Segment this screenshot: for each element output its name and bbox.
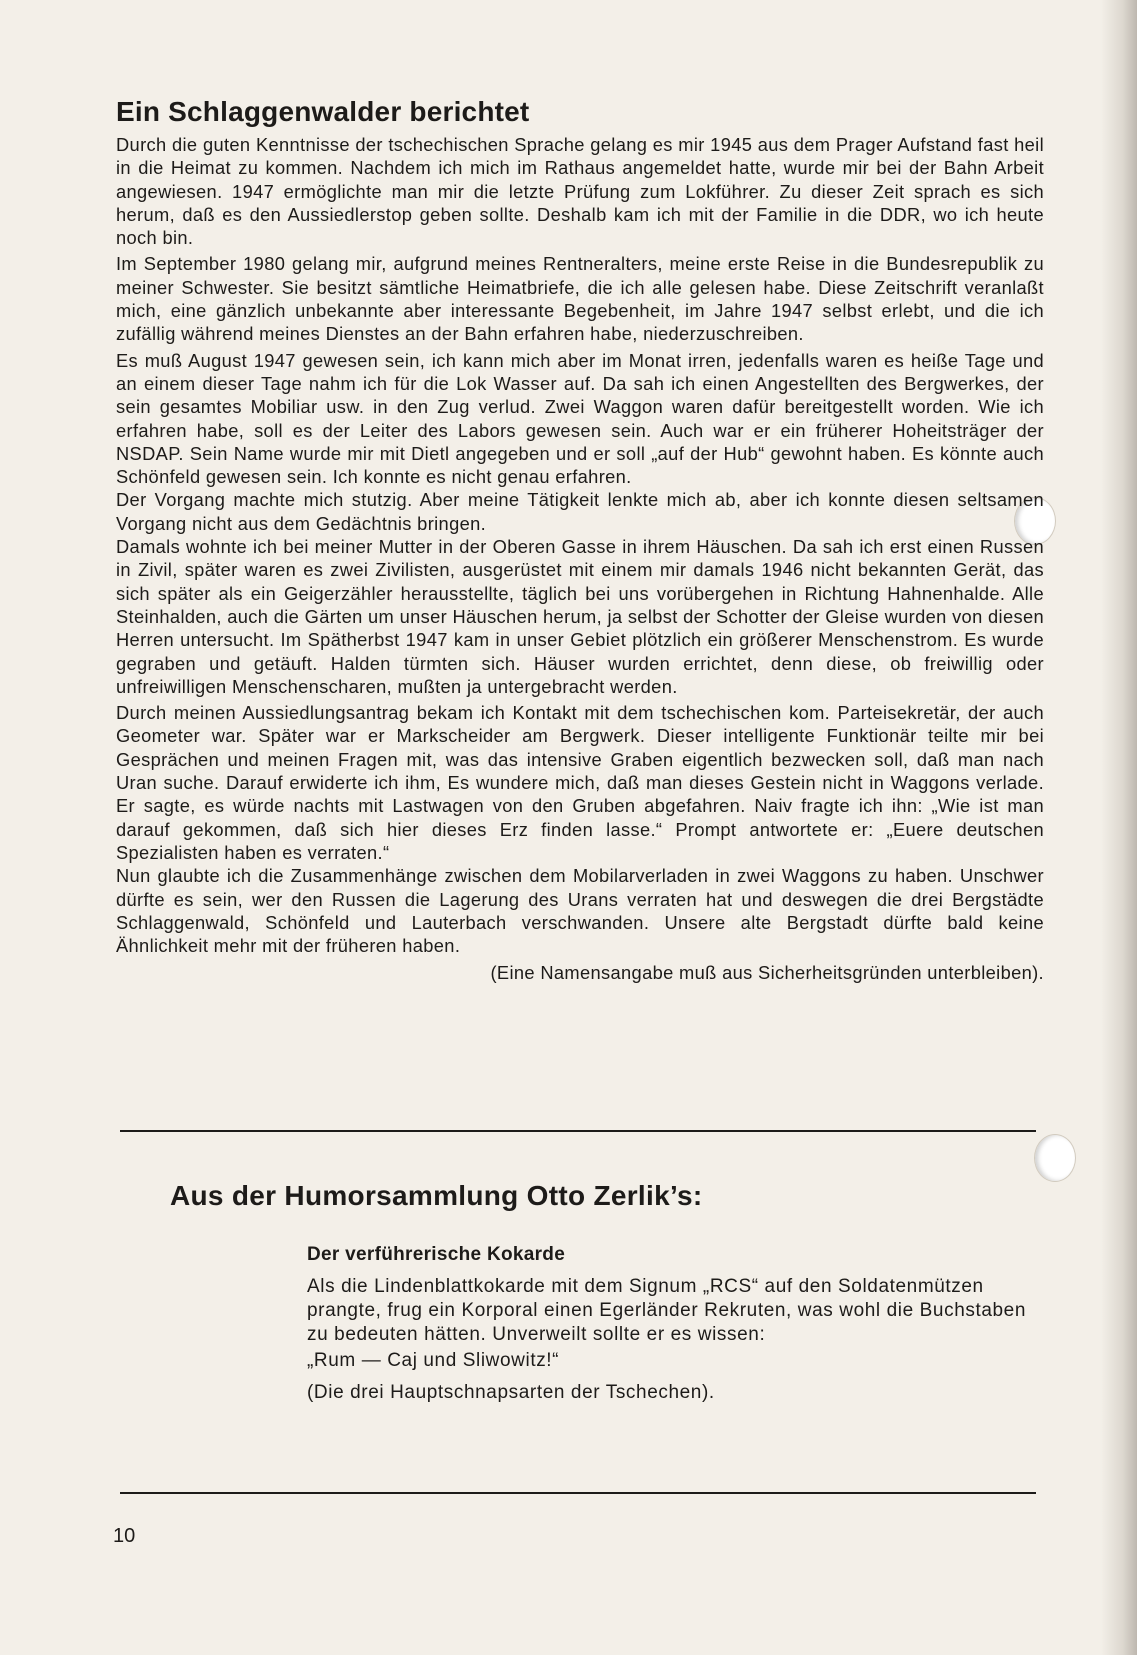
article-paragraph: Nun glaubte ich die Zusammenhänge zwischen dem Mobilarverladen in zwei Waggons zu haben. Unschwer dürfte es sein, wer den Russen die Lagerung des Urans verraten hat und deswegen die drei Bergstädte Schlaggenwald, Schönfeld und Lauterbach verschwanden. Unsere alte Bergstadt dürfte bald keine Ähnlichkeit mehr mit der früheren haben. bbox=[116, 865, 1044, 957]
section-divider bbox=[120, 1130, 1036, 1132]
joke-text: Als die Lindenblattkokarde mit dem Signum „RCS“ auf den Soldatenmützen prangte, frug ein Korporal einen Egerländer Rekruten, was wohl die Buchstaben zu bedeuten hätten. Unverweilt sollte er es wissen: bbox=[307, 1276, 1027, 1345]
joke-quote: „Rum — Caj und Sliwowitz!“ bbox=[307, 1350, 560, 1371]
article-paragraph: Der Vorgang machte mich stutzig. Aber meine Tätigkeit lenkte mich ab, aber ich konnte diesen seltsamen Vorgang nicht aus dem Gedächtnis bringen. bbox=[116, 489, 1044, 534]
section-title: Aus der Humorsammlung Otto Zerlik’s: bbox=[170, 1180, 703, 1211]
article-paragraph: Damals wohnte ich bei meiner Mutter in der Oberen Gasse in ihrem Häuschen. Da sah ich erst einen Russen in Zivil, später waren es zwei Zivilisten, ausgerüstet mit einem mir damals 1946 nicht bekannten Gerät, das sich später als ein Geigerzähler herausstellte, täglich bei uns vorübergehen in Richtung Hahnenhalde. Alle Steinhalden, auch die Gärten um unser Häuschen herum, ja selbst der Schotter der Gleise wurden von diesen Herren untersucht. Im Spätherbst 1947 kam in unser Gebiet plötzlich ein größerer Menschenstrom. Es wurde gegraben und getäuft. Halden türmten sich. Häuser wurden errichtet, denn diese, ob freiwillig oder unfreiwilligen Menschenscharen, mußten ja untergebracht werden. bbox=[116, 536, 1044, 697]
article-note: (Eine Namensangabe muß aus Sicherheitsgründen unterbleiben). bbox=[490, 962, 1044, 984]
joke-title: Der verführerische Kokarde bbox=[307, 1244, 566, 1265]
article-title: Ein Schlaggenwalder berichtet bbox=[116, 96, 530, 127]
punch-hole-lower bbox=[1034, 1134, 1076, 1182]
joke-aside: (Die drei Hauptschnapsarten der Tschechen). bbox=[307, 1382, 715, 1403]
page-number: 10 bbox=[113, 1525, 136, 1547]
article-paragraph: Im September 1980 gelang mir, aufgrund meines Rentneralters, meine erste Reise in die Bundesrepublik zu meiner Schwester. Sie besitzt sämtliche Heimatbriefe, die ich alle gelesen habe. Diese Zeitschrift veranlaßt mich, eine gänzlich unbekannte aber interessante Begebenheit, im Jahre 1947 selbst erlebt, und die ich zufällig während meines Dienstes an der Bahn erfahren habe, niederzuschreiben. bbox=[116, 253, 1044, 345]
joke-body bbox=[307, 1275, 1027, 1405]
article-paragraph: Durch meinen Aussiedlungsantrag bekam ich Kontakt mit dem tschechischen kom. Parteisekretär, der auch Geometer war. Später war er Markscheider am Bergwerk. Dieser intelligente Funktionär teilte mir bei Gesprächen und meinen Fragen mit, was das intensive Graben eigentlich bezwecken soll, daß man nach Uran suche. Darauf erwiderte ich ihm, Es wundere mich, daß man dieses Gestein nicht in Waggons verlade. Er sagte, es würde nachts mit Lastwagen von den Gruben abgefahren. Naiv fragte ich ihn: „Wie ist man darauf gekommen, daß sich hier dieses Erz finden lasse.“ Prompt antwortete er: „Euere deutschen Spezialisten haben es verraten.“ bbox=[116, 702, 1044, 863]
section-divider bbox=[120, 1492, 1036, 1494]
article-body bbox=[116, 133, 1044, 988]
article-paragraph: Durch die guten Kenntnisse der tschechischen Sprache gelang es mir 1945 aus dem Prager Aufstand fast heil in die Heimat zu kommen. Nachdem ich mich im Rathaus angemeldet hatte, wurde mir bei der Bahn Arbeit angewiesen. 1947 ermöglichte man mir die letzte Prüfung zum Lokführer. Zu dieser Zeit sprach es sich herum, daß es den Aussiedlerstop geben sollte. Deshalb kam ich mit der Familie in die DDR, wo ich heute noch bin. bbox=[116, 134, 1044, 249]
article-paragraph: Es muß August 1947 gewesen sein, ich kann mich aber im Monat irren, jedenfalls waren es heiße Tage und an einem dieser Tage nahm ich für die Lok Wasser auf. Da sah ich einen Angestellten des Bergwerkes, der sein gesamtes Mobiliar usw. in den Zug verlud. Zwei Waggon waren dafür bereitgestellt worden. Wie ich erfahren habe, soll es der Leiter des Labors gewesen sein. Auch war er ein früherer Hoheitsträger der NSDAP. Sein Name wurde mir mit Dietl angegeben und er soll „auf der Hub“ gewohnt haben. Es könnte auch Schönfeld gewesen sein. Ich konnte es nicht genau erfahren. bbox=[116, 349, 1044, 488]
